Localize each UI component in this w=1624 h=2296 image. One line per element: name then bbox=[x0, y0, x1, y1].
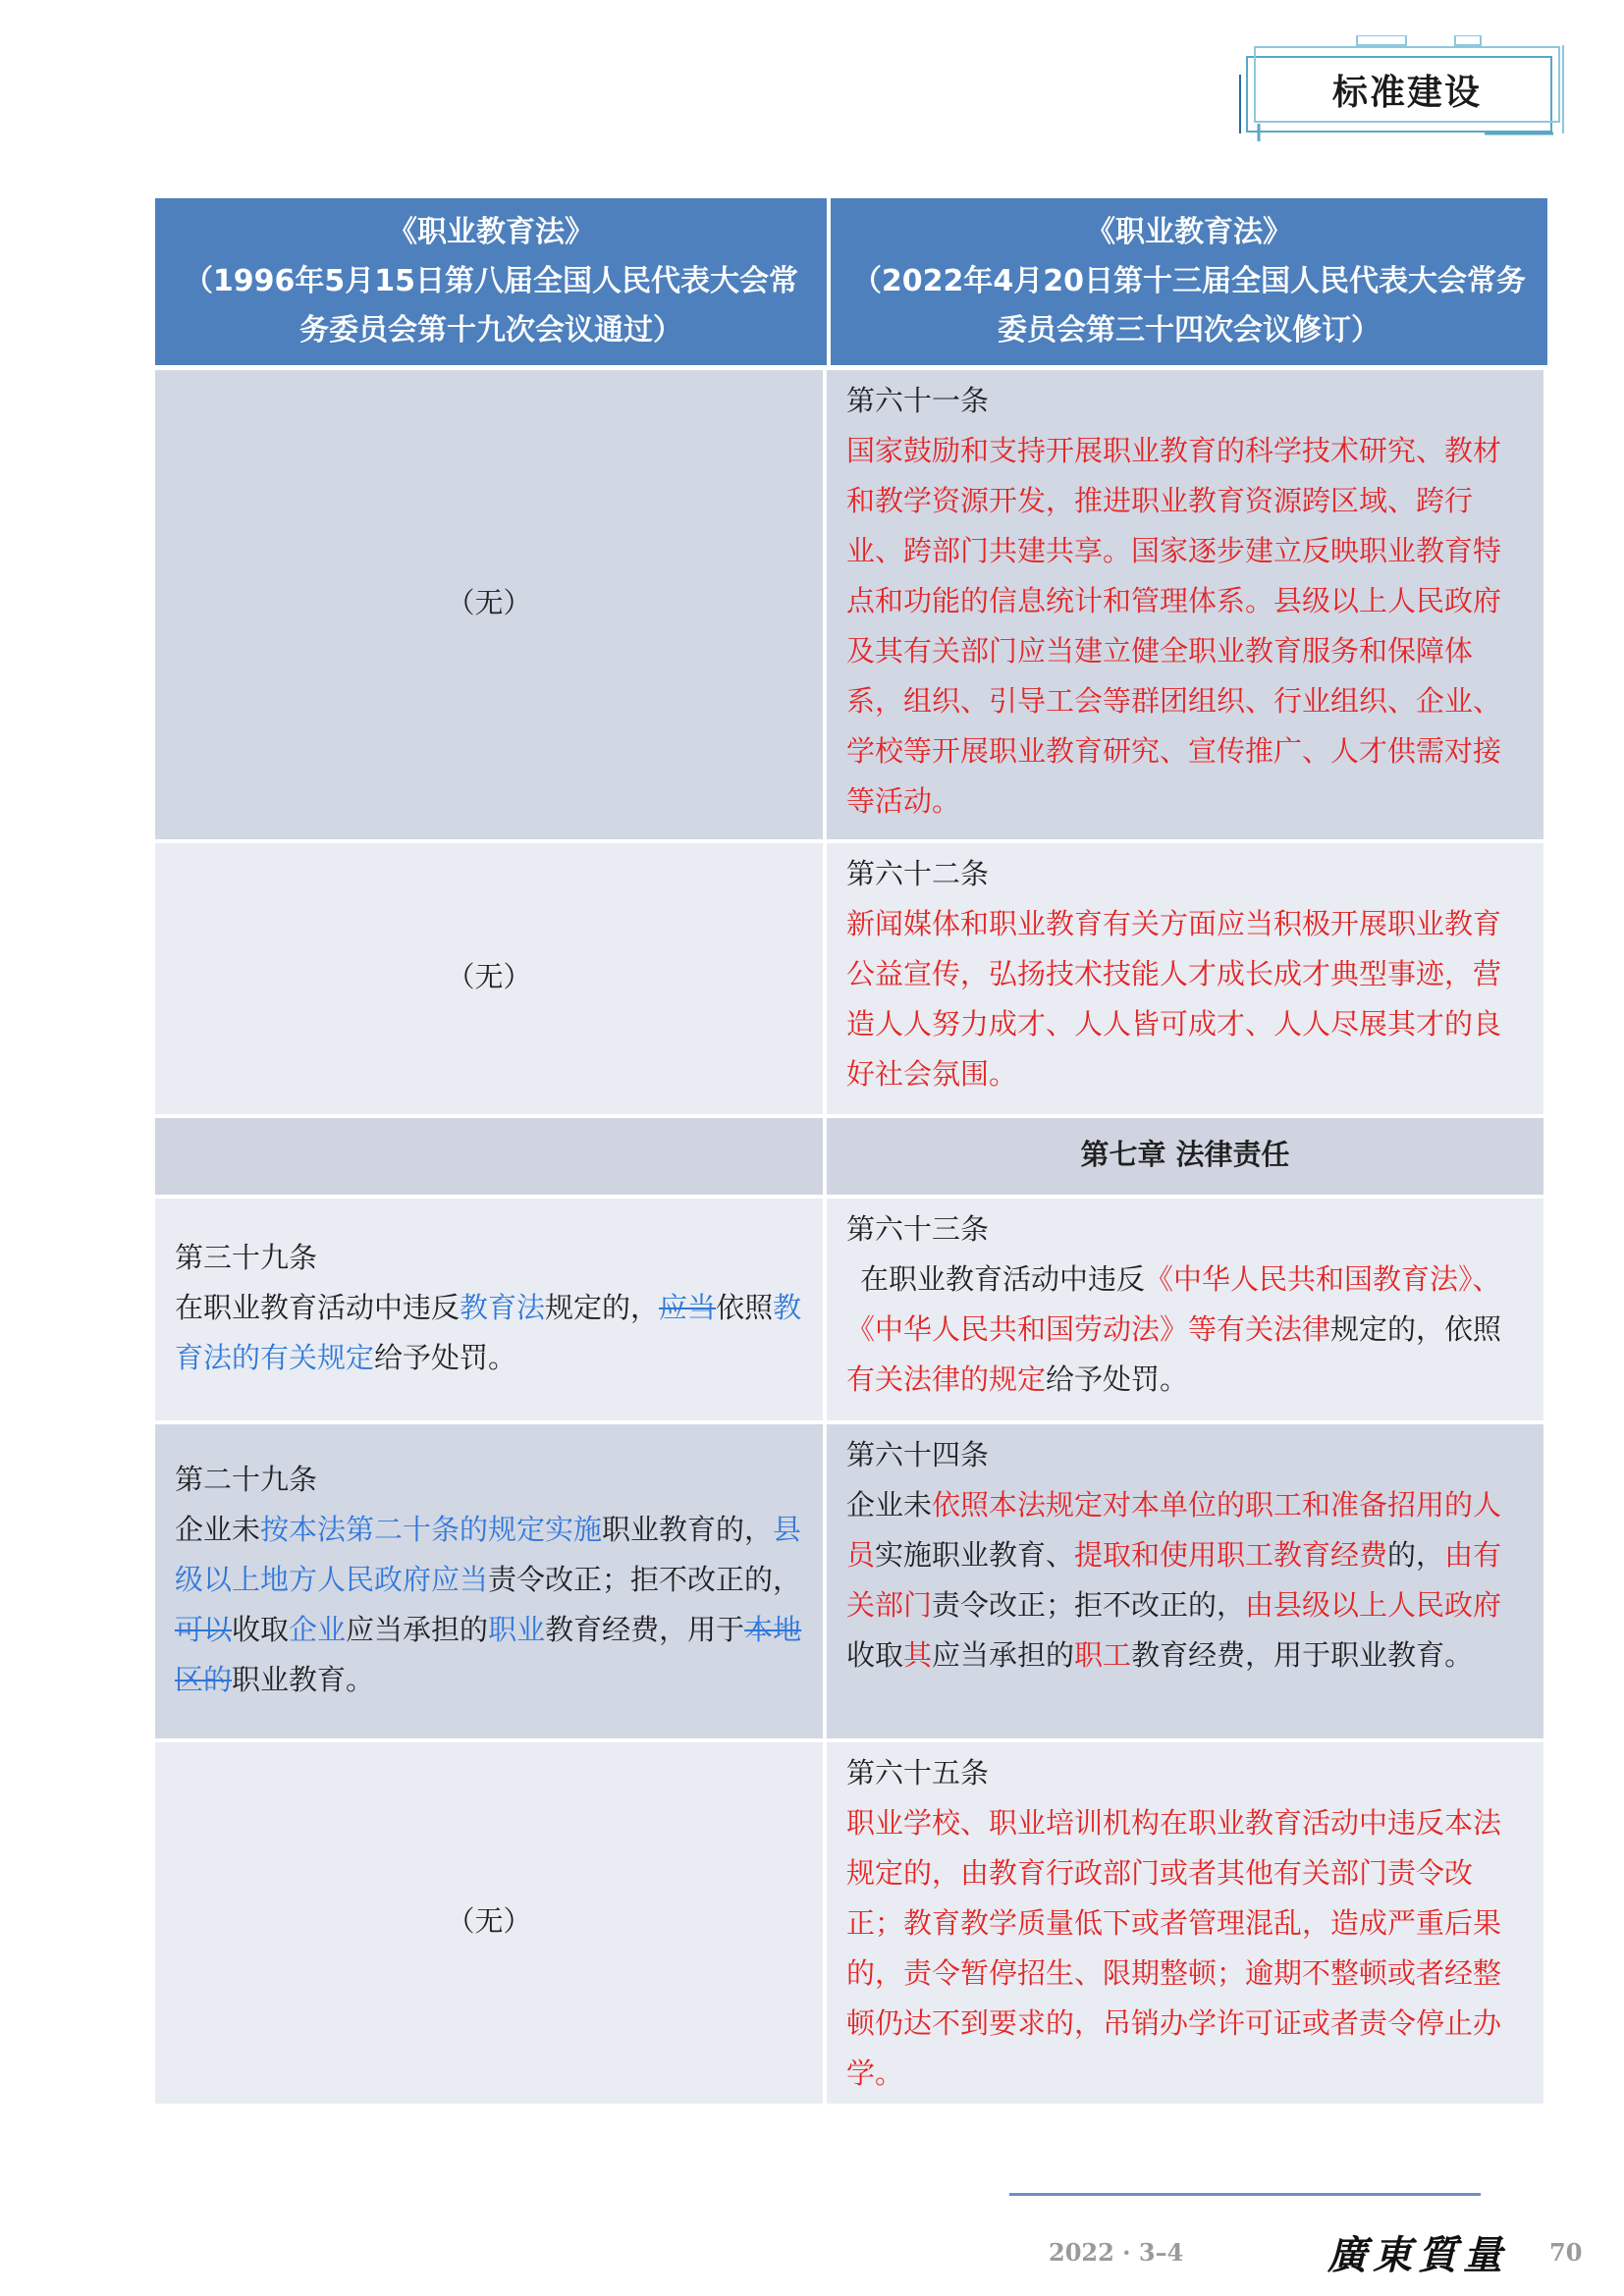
text-segment: 教育经费，用于 bbox=[545, 1612, 745, 1646]
changed-segment: 按本法第二十条的规定实施 bbox=[260, 1512, 603, 1546]
right-cell bbox=[827, 370, 1543, 839]
article-body: 国家鼓励和支持开展职业教育的科学技术研究、教材和教学资源开发，推进职业教育资源跨区域、跨行业、跨部门共建共享。国家逐步建立反映职业教育特点和功能的信息统计和管理体系。县级以上人民政府及其有关部门应当建立健全职业教育服务和保障体系，组织、引导工会等群团组织、行业组织、企业、学校等开展职业教育研究、宣传推广、人才供需对接等活动。 bbox=[846, 434, 1502, 818]
article-body: 新闻媒体和职业教育有关方面应当积极开展职业教育公益宣传，弘扬技术技能人才成长成才典型事迹，营造人人努力成才、人人皆可成才、人人尽展其才的良好社会氛围。 bbox=[846, 907, 1502, 1091]
left-cell bbox=[155, 1424, 827, 1738]
text-segment: 职业教育的， bbox=[602, 1512, 774, 1546]
header-left-line1: 《职业教育法》 bbox=[388, 215, 594, 249]
text-segment: 责令改正；拒不改正的， bbox=[932, 1588, 1246, 1622]
article-title: 第六十一条 bbox=[846, 384, 990, 417]
right-cell bbox=[827, 1199, 1543, 1420]
none-text: （无） bbox=[446, 1903, 532, 1938]
article-body bbox=[175, 1283, 803, 1383]
header-right-line2: （2022年4月20日第十三届全国人民代表大会常务 bbox=[851, 264, 1527, 298]
header-right-line3: 委员会第三十四次会议修订） bbox=[998, 313, 1380, 347]
table-row-chapter bbox=[155, 1118, 1547, 1199]
text-segment: 在职业教育活动中违反 bbox=[175, 1290, 460, 1324]
text-segment: 责令改正；拒不改正的， bbox=[488, 1562, 802, 1596]
article-body bbox=[846, 1480, 1524, 1681]
article-title: 第二十九条 bbox=[175, 1462, 318, 1496]
article-title: 第六十四条 bbox=[846, 1438, 990, 1471]
right-cell bbox=[827, 1424, 1543, 1738]
deleted-segment: 应当 bbox=[659, 1290, 717, 1324]
article-body bbox=[175, 1505, 803, 1705]
comparison-table bbox=[155, 198, 1547, 2108]
article-title: 第六十三条 bbox=[846, 1212, 990, 1246]
left-cell bbox=[155, 1199, 827, 1420]
deleted-segment: 本地区的 bbox=[175, 1612, 802, 1696]
text-segment: 规定的，依照 bbox=[1330, 1312, 1502, 1346]
text-segment: 规定的， bbox=[545, 1290, 660, 1324]
left-cell bbox=[155, 843, 827, 1114]
text-segment: 的， bbox=[1387, 1538, 1445, 1572]
new-segment: 职工 bbox=[1074, 1638, 1132, 1672]
header-left-line3: 务委员会第十九次会议通过） bbox=[299, 313, 682, 347]
section-badge bbox=[1239, 35, 1573, 137]
table-row bbox=[155, 370, 1547, 843]
right-cell bbox=[827, 1742, 1543, 2104]
article-title: 第六十二条 bbox=[846, 857, 990, 890]
table-row bbox=[155, 843, 1547, 1118]
new-segment: 《中华人民共和国教育法》、《中华人民共和国劳动法》等有关法律 bbox=[846, 1262, 1501, 1346]
page-number: 70 bbox=[1549, 2238, 1583, 2267]
text-segment: 职业教育。 bbox=[232, 1662, 375, 1696]
text-segment: 给予处罚。 bbox=[1046, 1362, 1189, 1396]
issue-date: 2022 · 3–4 bbox=[1049, 2238, 1184, 2267]
text-segment: 教育经费，用于职业教育。 bbox=[1131, 1638, 1474, 1672]
new-segment: 提取和使用职工教育经费 bbox=[1074, 1538, 1388, 1572]
table-header bbox=[155, 198, 1547, 370]
text-segment: 依照 bbox=[716, 1290, 774, 1324]
right-cell bbox=[827, 1118, 1543, 1195]
text-segment: 应当承担的 bbox=[932, 1638, 1075, 1672]
header-right bbox=[831, 198, 1547, 365]
header-left bbox=[155, 198, 831, 365]
new-segment: 由有关部门 bbox=[846, 1538, 1502, 1622]
table-row bbox=[155, 1199, 1547, 1424]
article-body: 职业学校、职业培训机构在职业教育活动中违反本法规定的，由教育行政部门或者其他有关部门责令改正；教育教学质量低下或者管理混乱，造成严重后果的，责令暂停招生、限期整顿；逾期不整顿或者经整顿仍达不到要求的，吊销办学许可证或者责令停止办学。 bbox=[846, 1806, 1502, 2090]
changed-segment: 企业 bbox=[289, 1612, 347, 1646]
left-cell bbox=[155, 370, 827, 839]
article-body bbox=[846, 1255, 1524, 1405]
changed-segment: 县级以上地方人民政府应当 bbox=[175, 1512, 802, 1596]
text-segment: 给予处罚。 bbox=[374, 1340, 517, 1374]
header-left-line2: （1996年5月15日第八届全国人民代表大会常 bbox=[183, 264, 799, 298]
changed-segment: 教育法的有关规定 bbox=[175, 1290, 802, 1374]
header-right-line1: 《职业教育法》 bbox=[1086, 215, 1292, 249]
left-cell bbox=[155, 1742, 827, 2104]
magazine-logo: 廣東質量 bbox=[1327, 2232, 1508, 2278]
table-row bbox=[155, 1742, 1547, 2108]
text-segment: 企业未 bbox=[846, 1488, 933, 1522]
table-row bbox=[155, 1424, 1547, 1742]
text-segment: 在职业教育活动中违反 bbox=[860, 1262, 1146, 1296]
changed-segment: 职业 bbox=[488, 1612, 546, 1646]
text-segment: 收取 bbox=[232, 1612, 290, 1646]
text-segment: 收取 bbox=[846, 1638, 904, 1672]
deleted-segment: 可以 bbox=[175, 1612, 233, 1646]
new-segment: 其 bbox=[903, 1638, 933, 1672]
left-cell bbox=[155, 1118, 827, 1195]
new-segment: 有关法律的规定 bbox=[846, 1362, 1047, 1396]
new-segment: 依照本法规定对本单位的职工和准备招用的人员 bbox=[846, 1488, 1502, 1572]
text-segment: 实施职业教育、 bbox=[875, 1538, 1075, 1572]
article-title: 第六十五条 bbox=[846, 1756, 990, 1789]
changed-segment: 教育法 bbox=[460, 1290, 546, 1324]
article-title: 第三十九条 bbox=[175, 1240, 318, 1274]
none-text: （无） bbox=[446, 959, 532, 993]
new-segment: 由县级以上人民政府 bbox=[1245, 1588, 1502, 1622]
footer-divider bbox=[1009, 2193, 1481, 2196]
right-cell bbox=[827, 843, 1543, 1114]
none-text: （无） bbox=[446, 585, 532, 619]
section-title: 标准建设 bbox=[1331, 73, 1482, 113]
chapter-title: 第七章 法律责任 bbox=[1080, 1137, 1290, 1171]
text-segment: 企业未 bbox=[175, 1512, 261, 1546]
text-segment: 应当承担的 bbox=[346, 1612, 489, 1646]
